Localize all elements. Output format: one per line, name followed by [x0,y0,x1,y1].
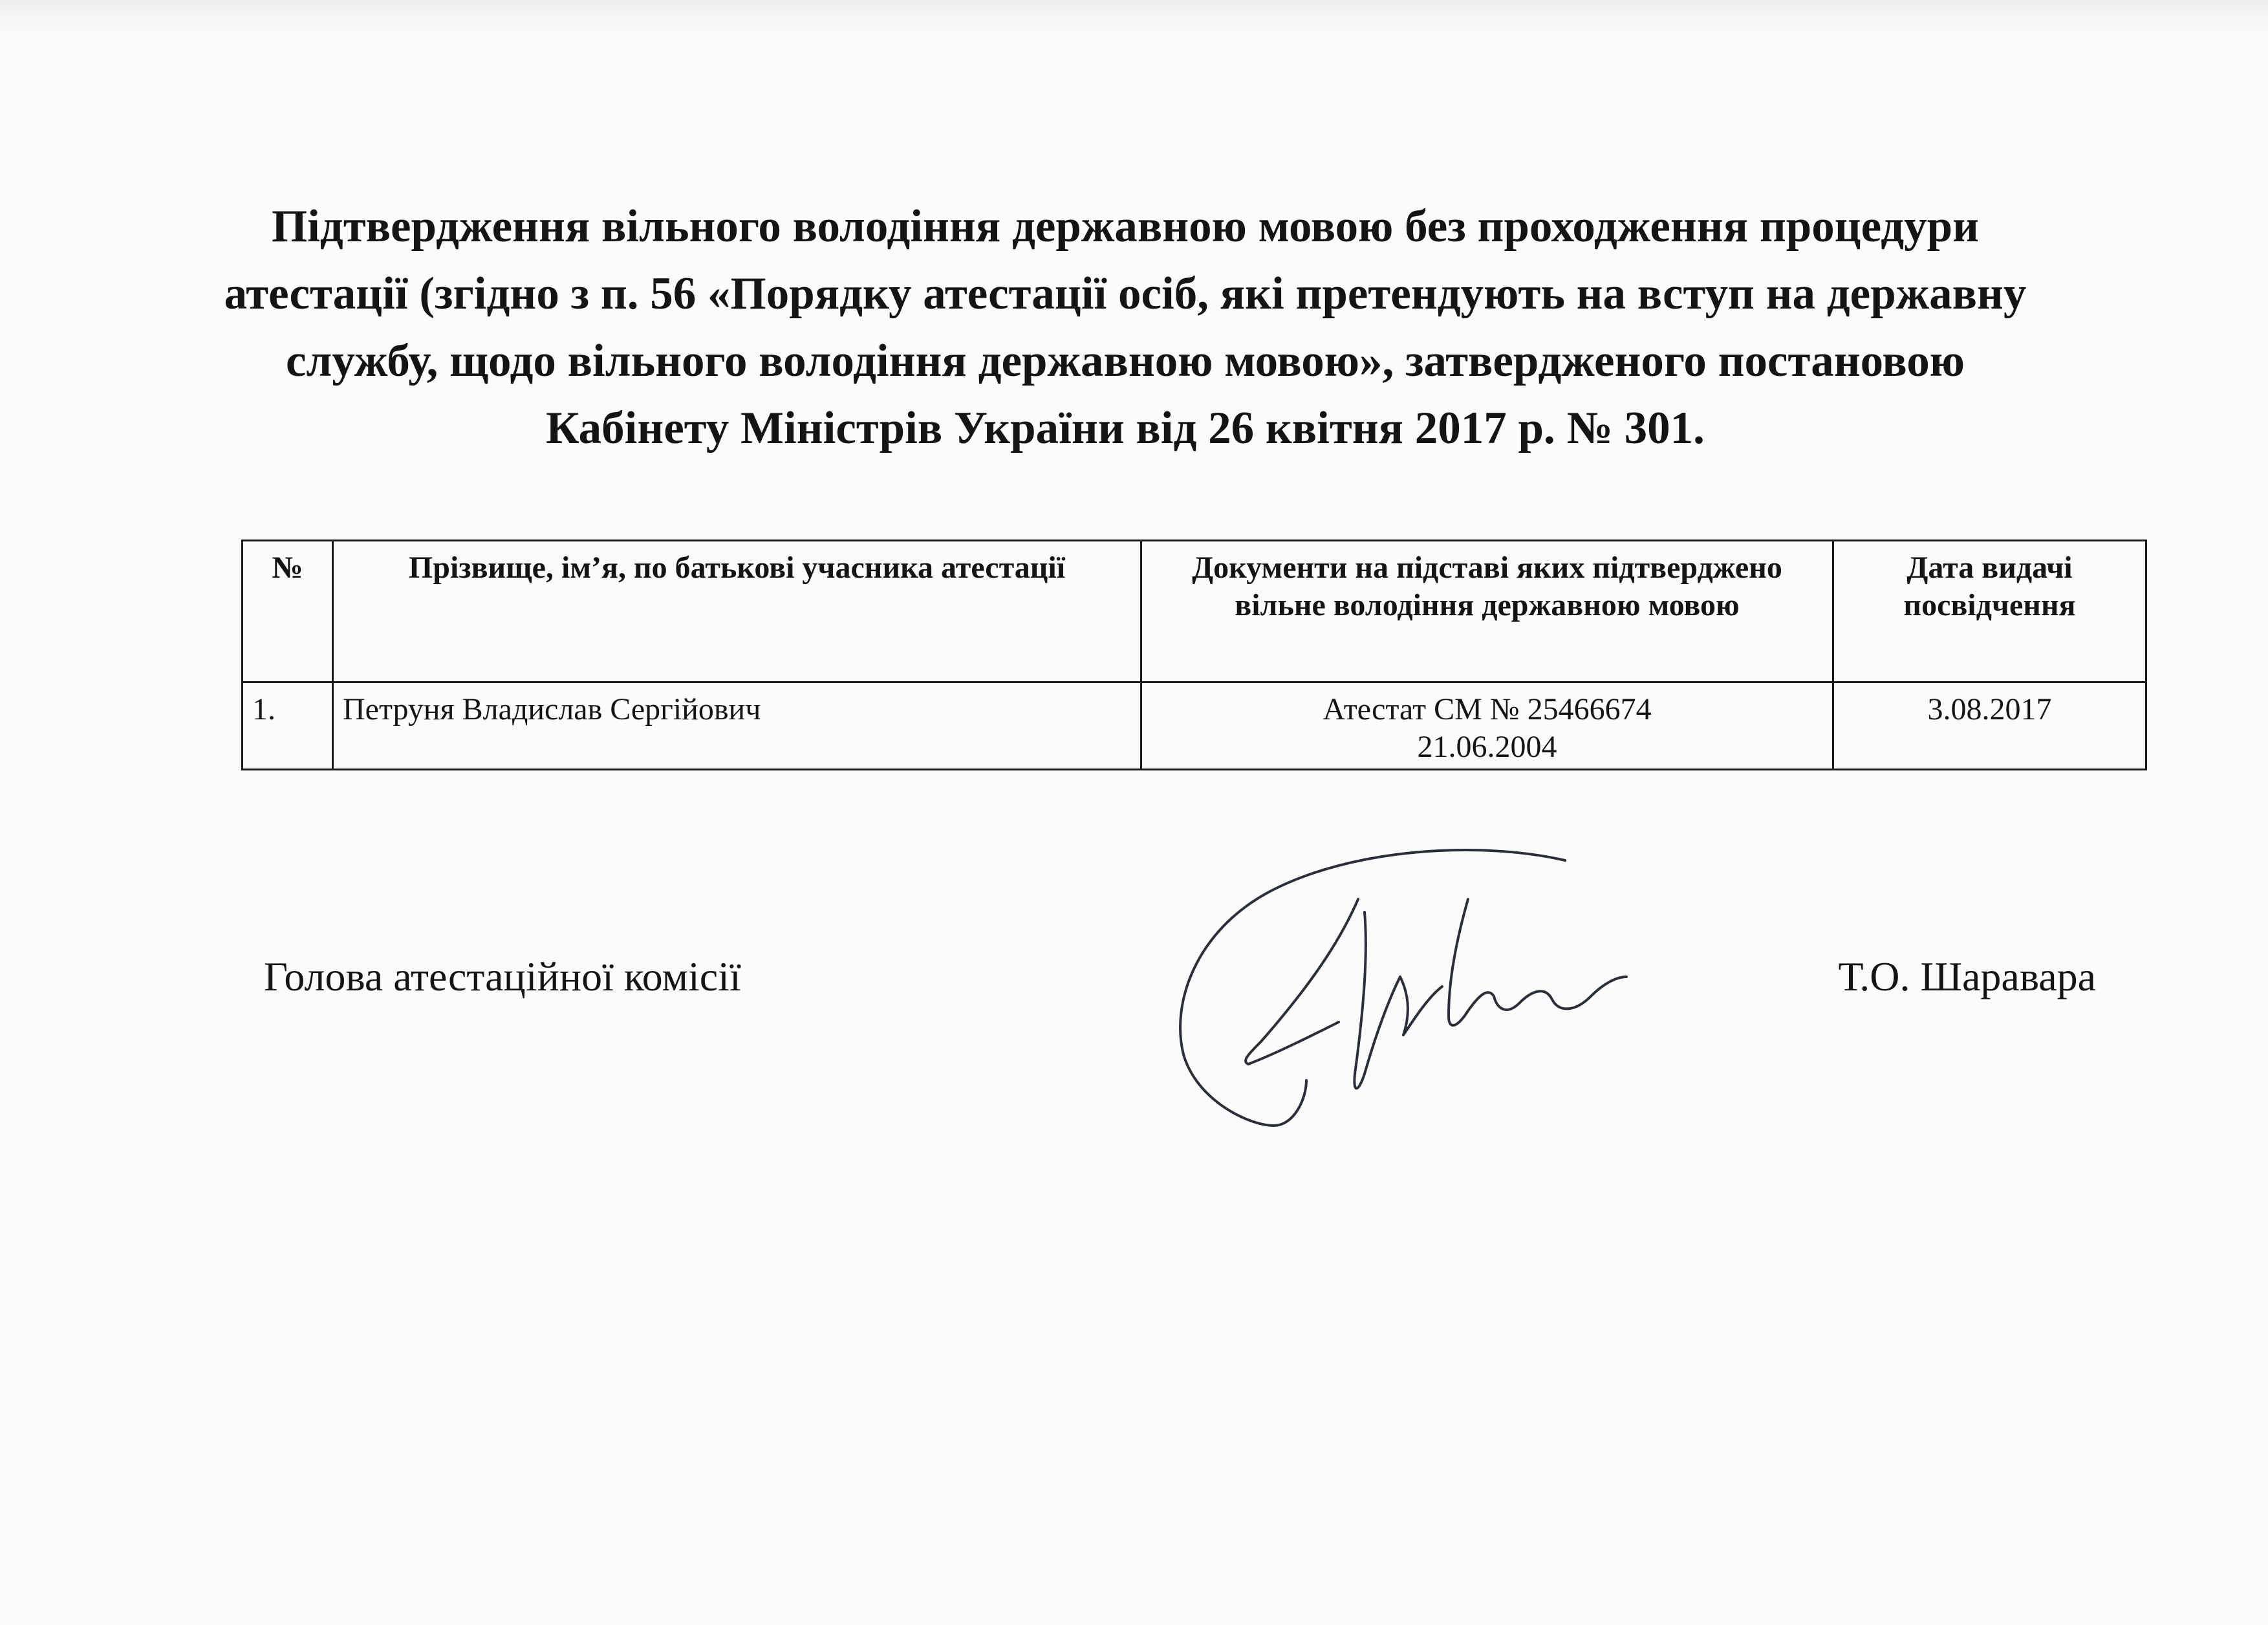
header-full-name: Прізвище, ім’я, по батькові учасника атестації [333,541,1141,682]
title-line: атестації (згідно з п. 56 «Порядку атестації осіб, які претендують на вступ на державну [224,268,2027,319]
chair-position-label: Голова атестаційної комісії [264,954,741,999]
title-line: Підтвердження вільного володіння державною мовою без проходження процедури [271,201,1980,252]
table-row [243,682,2146,770]
document-title [155,193,2095,462]
table-header-row [243,541,2146,682]
cell-number: 1. [243,682,333,770]
scan-top-edge [0,0,2268,39]
attestation-table [241,540,2147,770]
cell-documents [1141,682,1833,770]
cell-issue-date: 3.08.2017 [1833,682,2146,770]
cell-full-name: Петруня Владислав Сергійович [333,682,1141,770]
document-line: 21.06.2004 [1417,730,1557,764]
chair-name: Т.О. Шаравара [1838,954,2096,999]
title-line: службу, щодо вільного володіння державною мовою», затвердженого постановою [285,336,1965,386]
handwritten-signature [1145,822,1662,1145]
title-line: Кабінету Міністрів України від 26 квітня 2017 р. № 301. [546,403,1705,453]
header-documents: Документи на підставі яких підтверджено вільне володіння державною мовою [1141,541,1833,682]
header-issue-date: Дата видачі посвідчення [1833,541,2146,682]
document-line: Атестат СМ № 25466674 [1323,692,1652,726]
header-number: № [243,541,333,682]
